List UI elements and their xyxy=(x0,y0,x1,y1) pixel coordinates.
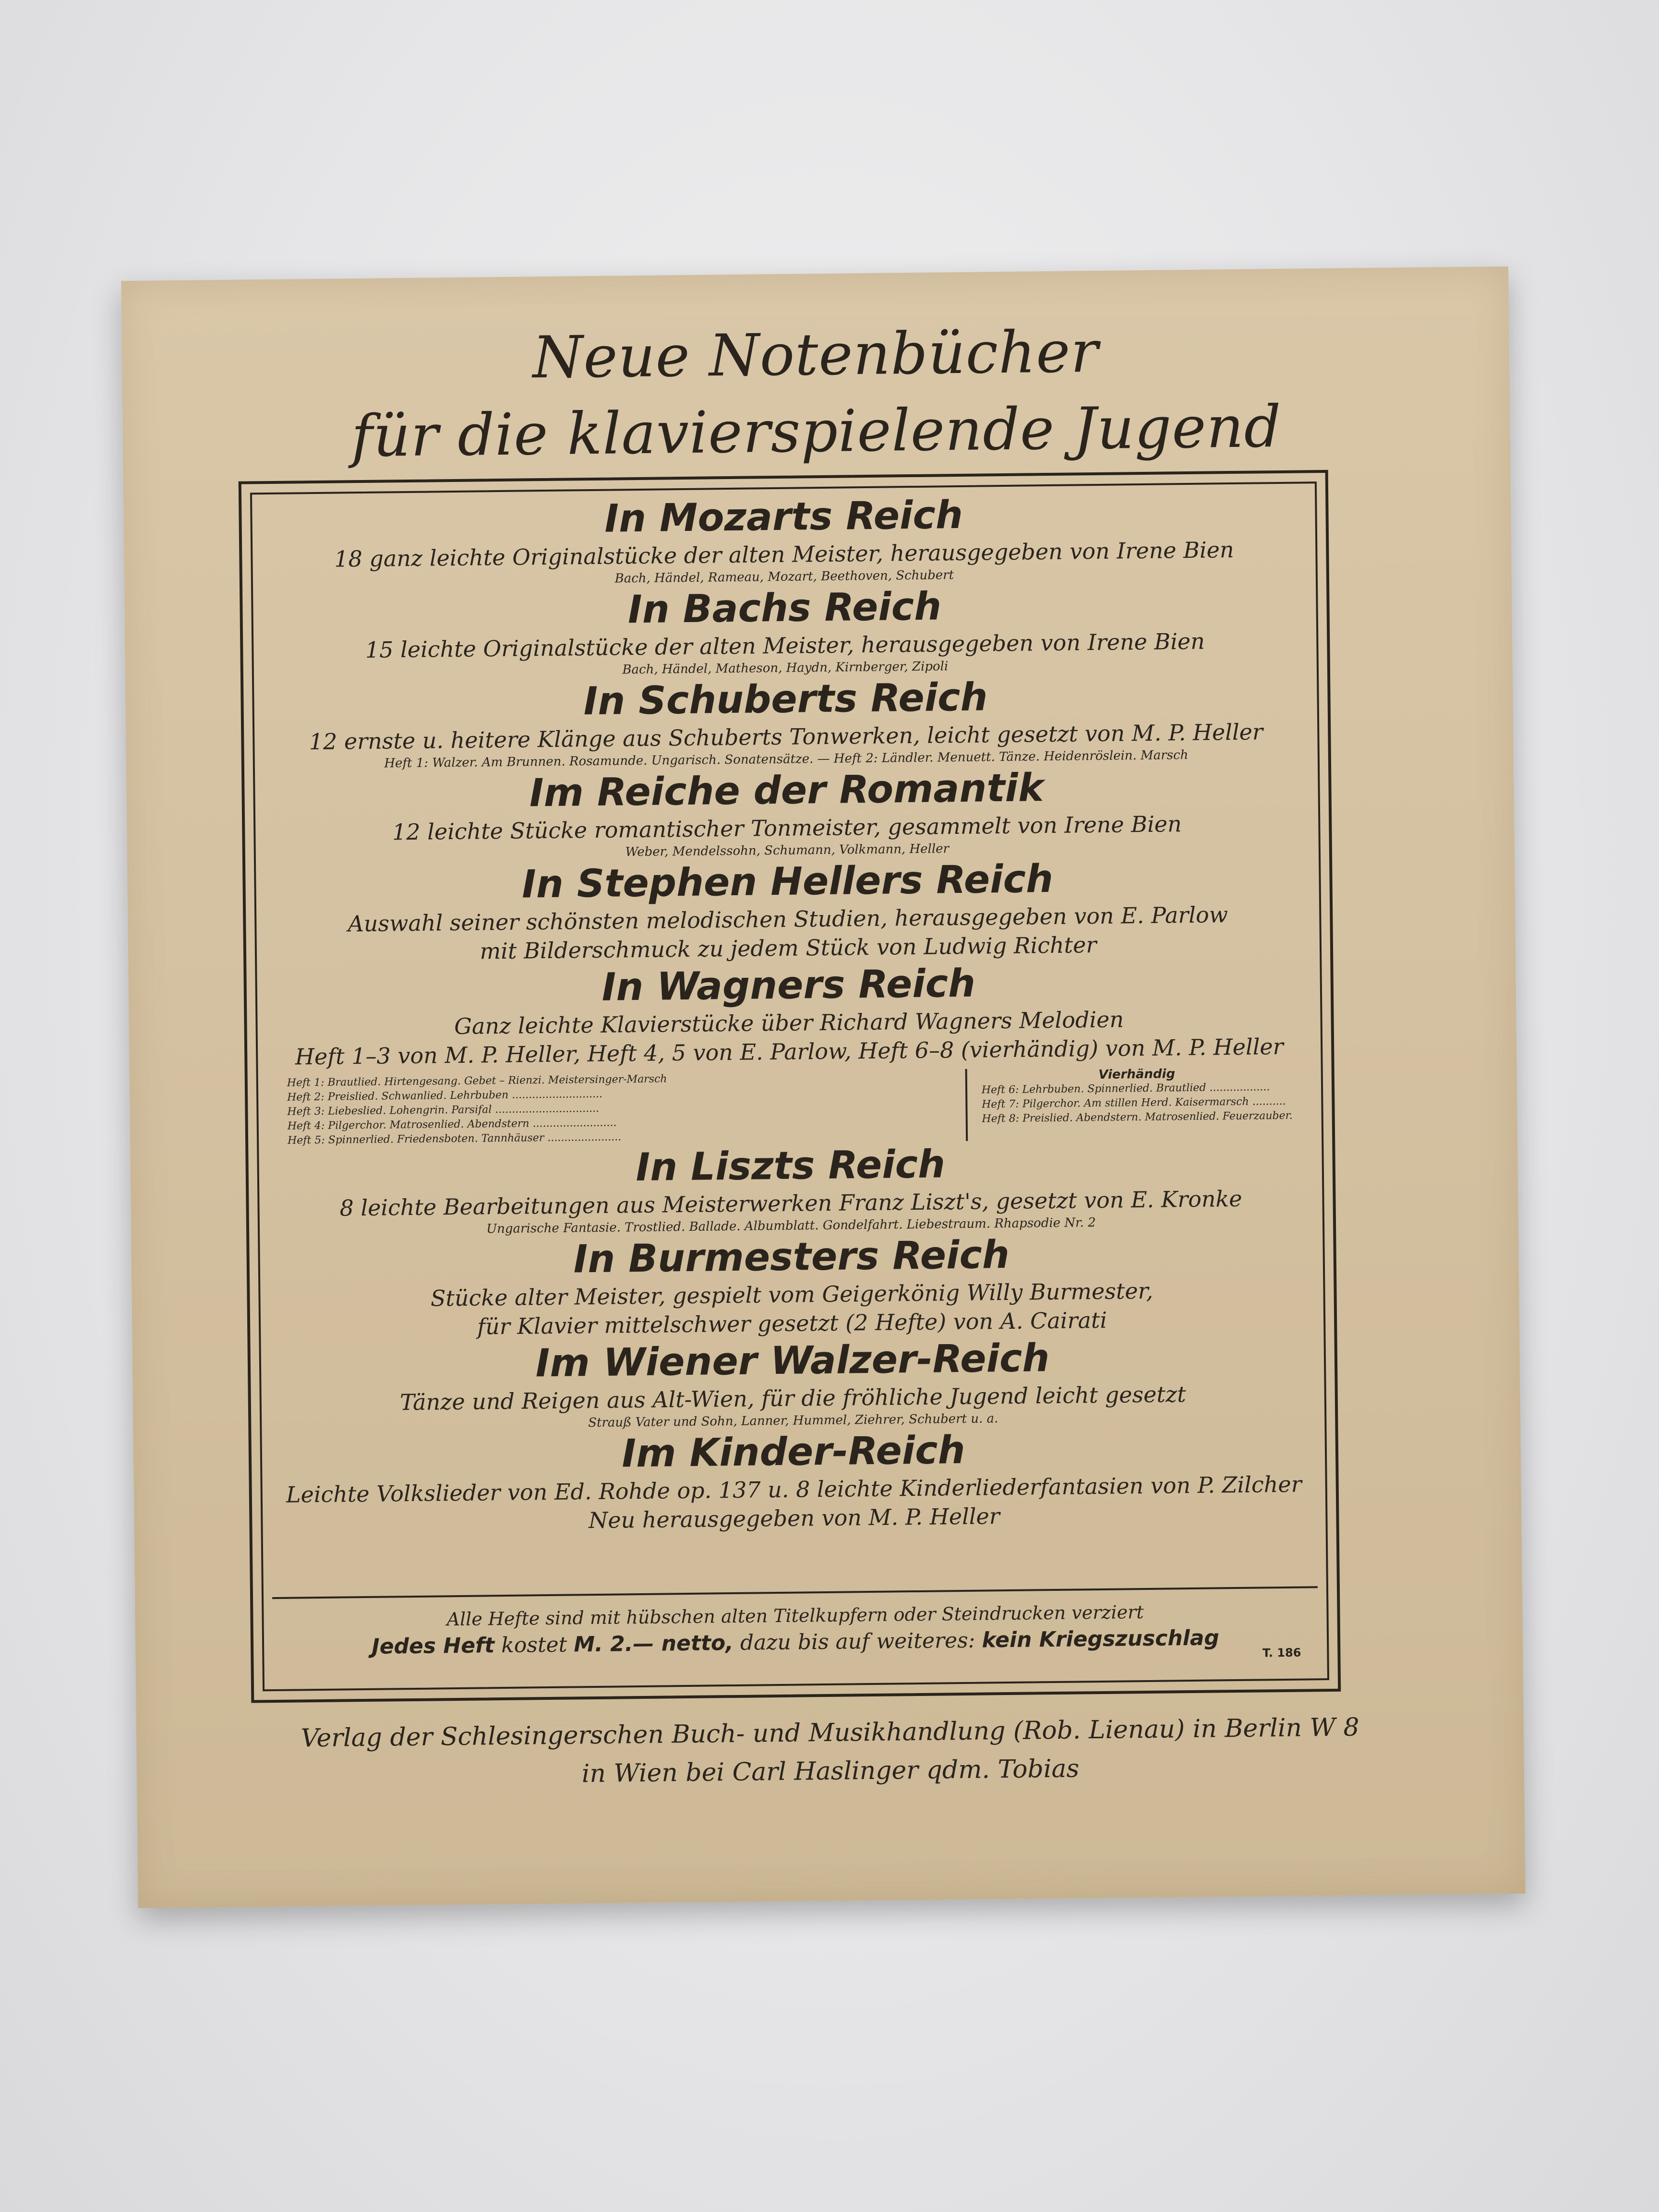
catalog-sections xyxy=(271,489,1307,1538)
four-hands-heading: Vierhändig xyxy=(1098,1067,1176,1082)
section-schubert xyxy=(273,671,1298,773)
section-subtitle: 12 ernste u. heitere Klänge aus Schuberts Tonwerken, leicht gesetzt von M. P. Heller xyxy=(309,719,1263,755)
section-title: Im Reiche der Romantik xyxy=(529,765,1044,816)
section-composers: Strauß Vater und Sohn, Lanner, Hummel, Ziehrer, Schubert u. a. xyxy=(588,1411,998,1431)
list-item: Heft 7: Pilgerchor. Am stillen Herd. Kaisermarsch .......... xyxy=(982,1095,1286,1111)
section-title: In Liszts Reich xyxy=(635,1142,946,1190)
section-composers: Bach, Händel, Rameau, Mozart, Beethoven, Schubert xyxy=(614,568,954,586)
list-item: Heft 1: Brautlied. Hirtengesang. Gebet – Rienzi. Meistersinger-Marsch xyxy=(287,1073,667,1089)
section-kinder xyxy=(281,1424,1307,1538)
section-contents: Ungarische Fantasie. Trostlied. Ballade. Albumblatt. Gondelfahrt. Liebestraum. Rhapsodie Nr. 2 xyxy=(486,1215,1096,1237)
section-wagner xyxy=(276,957,1302,1148)
publisher-line-2: in Wien bei Carl Haslinger qdm. Tobias xyxy=(581,1754,1080,1789)
section-mozart xyxy=(271,489,1297,590)
section-wiener-walzer xyxy=(280,1333,1306,1434)
catalog-code: T. 186 xyxy=(1262,1646,1301,1660)
section-bach xyxy=(272,580,1298,682)
list-item: Heft 5: Spinnerlied. Friedensboten. Tannhäuser ...................... xyxy=(287,1131,622,1147)
section-subtitle: Auswahl seiner schönsten melodischen Studien, herausgegeben von E. Parlow xyxy=(348,902,1228,937)
section-title: Im Wiener Walzer-Reich xyxy=(535,1335,1050,1386)
section-subtitle: 8 leichte Bearbeitungen aus Meisterwerken Franz Liszt's, gesetzt von E. Kronke xyxy=(339,1185,1242,1221)
wagner-right-list xyxy=(965,1066,1293,1141)
price-footer xyxy=(272,1586,1319,1681)
section-title: In Burmesters Reich xyxy=(573,1232,1010,1282)
list-item: Heft 6: Lehrbuben. Spinnerlied. Brautlied .................. xyxy=(981,1081,1270,1096)
list-item: Heft 4: Pilgerchor. Matrosenlied. Abendstern ......................... xyxy=(287,1117,617,1132)
section-subtitle: Stücke alter Meister, gespielt vom Geigerkönig Willy Burmester, xyxy=(430,1277,1154,1311)
title-line-2: für die klavierspielende Jugend xyxy=(351,393,1282,470)
section-title: In Schuberts Reich xyxy=(583,674,988,724)
section-title: In Mozarts Reich xyxy=(604,492,963,541)
price-note: kein Kriegszuschlag xyxy=(982,1625,1220,1653)
section-subtitle: Tänze und Reigen aus Alt-Wien, für die fröhliche Jugend leicht gesetzt xyxy=(399,1381,1186,1416)
list-item: Heft 2: Preislied. Schwanlied. Lehrbuben ........................... xyxy=(287,1088,603,1104)
price-mid: kostet xyxy=(501,1632,567,1658)
section-subtitle: 12 leichte Stücke romantischer Tonmeister, gesammelt von Irene Bien xyxy=(392,811,1182,845)
wagner-left-list xyxy=(287,1072,668,1148)
title-line-1: Neue Notenbücher xyxy=(532,318,1099,392)
footer-note: Alle Hefte sind mit hübschen alten Titelkupfern oder Steindrucken verziert xyxy=(446,1601,1144,1630)
section-romantik xyxy=(274,762,1299,864)
section-title: Im Kinder-Reich xyxy=(621,1427,966,1476)
section-subtitle-2: für Klavier mittelschwer gesetzt (2 Hefte) von A. Cairati xyxy=(477,1307,1107,1340)
section-title: In Bachs Reich xyxy=(627,584,942,632)
catalog-inner-frame xyxy=(250,481,1329,1691)
section-subtitle: 18 ganz leichte Originalstücke der alten Meister, herausgegeben von Irene Bien xyxy=(334,536,1234,572)
price-value: M. 2.— netto, xyxy=(574,1631,734,1657)
section-subtitle-2: Neu herausgegeben von M. P. Heller xyxy=(588,1503,1000,1534)
section-liszt xyxy=(278,1138,1303,1239)
section-subtitle: 15 leichte Originalstücke der alten Meister, herausgegeben von Irene Bien xyxy=(365,628,1205,663)
section-heller xyxy=(275,854,1300,968)
price-prefix: Jedes Heft xyxy=(372,1633,495,1659)
section-subtitle: Leichte Volkslieder von Ed. Rohde op. 137 u. 8 leichte Kinderliederfantasien von P. Zilcher xyxy=(286,1471,1302,1508)
section-composers: Bach, Händel, Matheson, Haydn, Kirnberger, Zipoli xyxy=(622,659,949,677)
list-item: Heft 3: Liebeslied. Lohengrin. Parsifal ............................... xyxy=(287,1102,600,1118)
section-title: In Wagners Reich xyxy=(601,961,976,1010)
section-contents: Heft 1: Walzer. Am Brunnen. Rosamunde. Ungarisch. Sonatensätze. — Heft 2: Ländler. Menuett. Tänze. Heidenröslein. Marsch xyxy=(384,748,1189,771)
list-item: Heft 8: Preislied. Abendstern. Matrosenlied. Feuerzauber. xyxy=(982,1109,1293,1125)
catalog-frame xyxy=(239,470,1341,1703)
section-subtitle: Ganz leichte Klavierstücke über Richard Wagners Melodien xyxy=(454,1006,1124,1040)
wagner-contents xyxy=(287,1066,1293,1148)
publisher-line-1: Verlag der Schlesingerschen Buch- und Musikhandlung (Rob. Lienau) in Berlin W 8 xyxy=(301,1713,1359,1753)
price-suffix: dazu bis auf weiteres: xyxy=(740,1628,975,1655)
section-composers: Weber, Mendelssohn, Schumann, Volkmann, Heller xyxy=(625,842,950,860)
section-subtitle-2: Heft 1–3 von M. P. Heller, Heft 4, 5 von E. Parlow, Heft 6–8 (vierhändig) von M. P. Heller xyxy=(295,1033,1284,1070)
section-subtitle-2: mit Bilderschmuck zu jedem Stück von Ludwig Richter xyxy=(480,932,1097,964)
booklet-back-cover xyxy=(121,266,1525,1908)
section-burmester xyxy=(279,1229,1304,1343)
page-title xyxy=(121,310,1510,478)
publisher-imprint xyxy=(136,1707,1525,1798)
section-title: In Stephen Hellers Reich xyxy=(521,856,1054,907)
